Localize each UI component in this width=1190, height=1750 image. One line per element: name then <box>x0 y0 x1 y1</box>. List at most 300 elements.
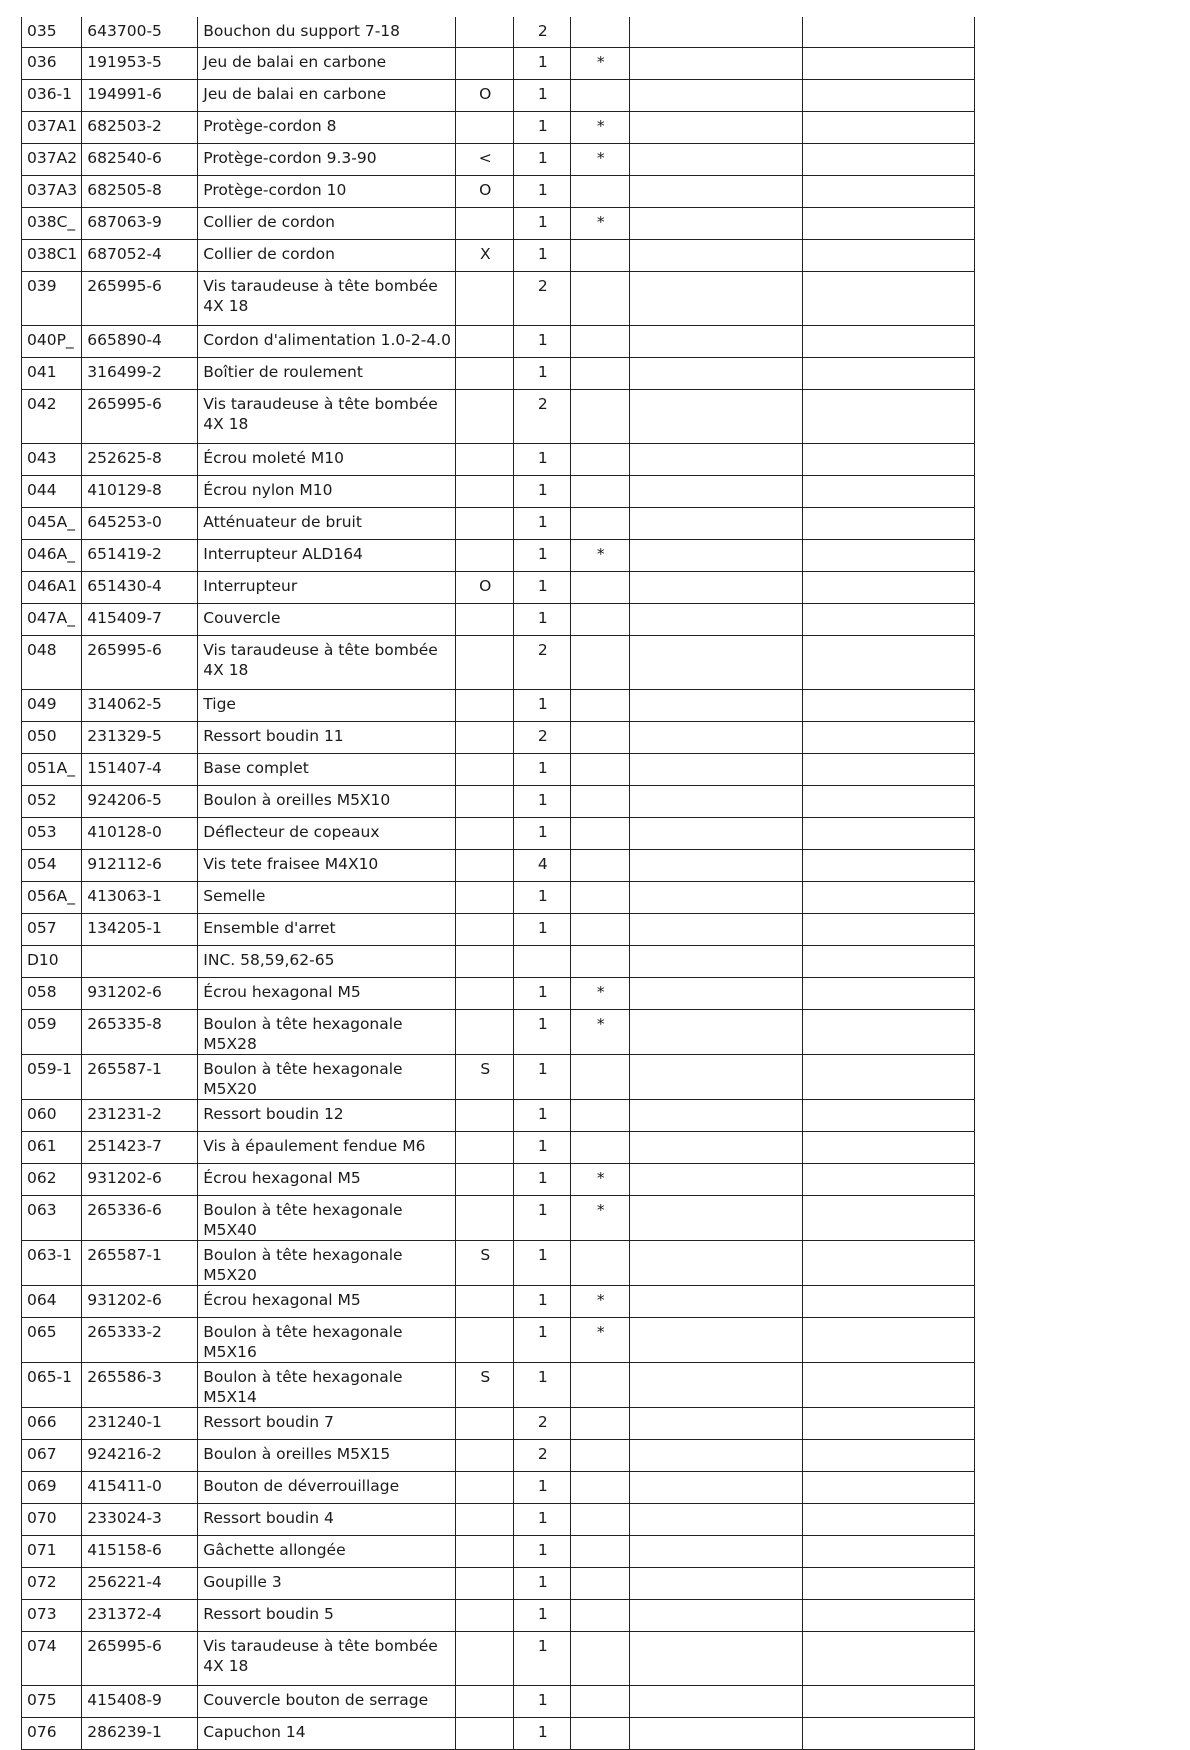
note-cell <box>456 207 514 239</box>
blank-cell <box>803 1099 975 1131</box>
blank-cell <box>803 817 975 849</box>
quantity-cell: 1 <box>514 475 571 507</box>
blank-cell <box>630 1685 803 1717</box>
quantity-cell: 1 <box>514 785 571 817</box>
blank-cell <box>630 817 803 849</box>
blank-cell <box>630 1535 803 1567</box>
item-number-cell: 070 <box>22 1503 82 1535</box>
part-number-cell: 687052-4 <box>82 239 198 271</box>
item-number-cell: 037A2 <box>22 143 82 175</box>
table-row <box>22 1567 975 1599</box>
mark-cell <box>571 79 630 111</box>
blank-cell <box>803 47 975 79</box>
description-cell: Ressort boudin 5 <box>198 1599 456 1631</box>
quantity-cell: 4 <box>514 849 571 881</box>
blank-cell <box>803 111 975 143</box>
note-cell <box>456 1285 514 1317</box>
part-number-cell: 256221-4 <box>82 1567 198 1599</box>
mark-cell <box>571 1717 630 1749</box>
description-cell: Goupille 3 <box>198 1567 456 1599</box>
part-number-cell: 682503-2 <box>82 111 198 143</box>
part-number-cell: 252625-8 <box>82 443 198 475</box>
description-cell: INC. 58,59,62-65 <box>198 945 456 977</box>
quantity-cell: 1 <box>514 1717 571 1749</box>
mark-cell <box>571 1503 630 1535</box>
mark-cell: * <box>571 539 630 571</box>
note-cell: S <box>456 1054 514 1099</box>
part-number-cell: 265587-1 <box>82 1240 198 1285</box>
blank-cell <box>630 785 803 817</box>
description-cell: Écrou moleté M10 <box>198 443 456 475</box>
part-number-cell: 415158-6 <box>82 1535 198 1567</box>
blank-cell <box>803 977 975 1009</box>
table-row <box>22 111 975 143</box>
note-cell <box>456 1717 514 1749</box>
mark-cell <box>571 913 630 945</box>
blank-cell <box>803 143 975 175</box>
part-number-cell: 413063-1 <box>82 881 198 913</box>
mark-cell <box>571 507 630 539</box>
description-cell: Vis tete fraisee M4X10 <box>198 849 456 881</box>
item-number-cell: 063-1 <box>22 1240 82 1285</box>
description-cell: Tige <box>198 689 456 721</box>
item-number-cell: 061 <box>22 1131 82 1163</box>
blank-cell <box>803 571 975 603</box>
note-cell <box>456 785 514 817</box>
mark-cell: * <box>571 143 630 175</box>
description-cell: Écrou hexagonal M5 <box>198 977 456 1009</box>
item-number-cell: 037A1 <box>22 111 82 143</box>
blank-cell <box>803 635 975 689</box>
part-number-cell: 231329-5 <box>82 721 198 753</box>
note-cell <box>456 753 514 785</box>
blank-cell <box>630 389 803 443</box>
description-cell: Jeu de balai en carbone <box>198 47 456 79</box>
blank-cell <box>630 1407 803 1439</box>
mark-cell <box>571 17 630 47</box>
blank-cell <box>630 17 803 47</box>
description-cell: Vis taraudeuse à tête bombée 4X 18 <box>198 389 456 443</box>
blank-cell <box>803 475 975 507</box>
blank-cell <box>630 1163 803 1195</box>
part-number-cell: 231231-2 <box>82 1099 198 1131</box>
note-cell <box>456 1009 514 1054</box>
item-number-cell: D10 <box>22 945 82 977</box>
quantity-cell: 1 <box>514 1685 571 1717</box>
description-cell: Ensemble d'arret <box>198 913 456 945</box>
blank-cell <box>803 539 975 571</box>
blank-cell <box>630 271 803 325</box>
quantity-cell: 1 <box>514 1054 571 1099</box>
blank-cell <box>630 1054 803 1099</box>
blank-cell <box>630 1240 803 1285</box>
quantity-cell: 1 <box>514 1567 571 1599</box>
quantity-cell: 1 <box>514 1240 571 1285</box>
table-row <box>22 849 975 881</box>
table-row <box>22 1195 975 1240</box>
blank-cell <box>630 47 803 79</box>
mark-cell <box>571 689 630 721</box>
item-number-cell: 041 <box>22 357 82 389</box>
note-cell: < <box>456 143 514 175</box>
note-cell <box>456 1195 514 1240</box>
part-number-cell: 265995-6 <box>82 271 198 325</box>
blank-cell <box>803 1503 975 1535</box>
part-number-cell: 645253-0 <box>82 507 198 539</box>
quantity-cell: 1 <box>514 143 571 175</box>
quantity-cell: 2 <box>514 1407 571 1439</box>
item-number-cell: 057 <box>22 913 82 945</box>
table-row <box>22 1131 975 1163</box>
table-row <box>22 271 975 325</box>
description-cell: Interrupteur ALD164 <box>198 539 456 571</box>
blank-cell <box>803 1009 975 1054</box>
part-number-cell: 265995-6 <box>82 635 198 689</box>
part-number-cell: 151407-4 <box>82 753 198 785</box>
quantity-cell: 1 <box>514 539 571 571</box>
note-cell <box>456 47 514 79</box>
description-cell: Boulon à oreilles M5X15 <box>198 1439 456 1471</box>
item-number-cell: 045A_ <box>22 507 82 539</box>
blank-cell <box>630 1317 803 1362</box>
item-number-cell: 056A_ <box>22 881 82 913</box>
item-number-cell: 043 <box>22 443 82 475</box>
part-number-cell: 286239-1 <box>82 1717 198 1749</box>
table-row <box>22 721 975 753</box>
item-number-cell: 038C_ <box>22 207 82 239</box>
blank-cell <box>630 1362 803 1407</box>
table-row <box>22 817 975 849</box>
table-row <box>22 945 975 977</box>
description-cell: Bouton de déverrouillage <box>198 1471 456 1503</box>
blank-cell <box>803 913 975 945</box>
blank-cell <box>630 1285 803 1317</box>
blank-cell <box>803 357 975 389</box>
part-number-cell: 924216-2 <box>82 1439 198 1471</box>
blank-cell <box>803 1407 975 1439</box>
table-row <box>22 175 975 207</box>
note-cell: O <box>456 175 514 207</box>
parts-table-body <box>22 17 975 1749</box>
quantity-cell: 1 <box>514 325 571 357</box>
blank-cell <box>630 1503 803 1535</box>
part-number-cell: 265995-6 <box>82 389 198 443</box>
note-cell <box>456 1317 514 1362</box>
table-row <box>22 1503 975 1535</box>
blank-cell <box>630 143 803 175</box>
table-row <box>22 1317 975 1362</box>
blank-cell <box>803 443 975 475</box>
blank-cell <box>803 1631 975 1685</box>
description-cell: Atténuateur de bruit <box>198 507 456 539</box>
quantity-cell: 2 <box>514 635 571 689</box>
blank-cell <box>803 207 975 239</box>
blank-cell <box>630 603 803 635</box>
blank-cell <box>803 945 975 977</box>
description-cell: Collier de cordon <box>198 207 456 239</box>
item-number-cell: 069 <box>22 1471 82 1503</box>
mark-cell <box>571 753 630 785</box>
description-cell: Capuchon 14 <box>198 1717 456 1749</box>
mark-cell <box>571 1131 630 1163</box>
part-number-cell: 687063-9 <box>82 207 198 239</box>
table-row <box>22 1717 975 1749</box>
part-number-cell: 415408-9 <box>82 1685 198 1717</box>
description-cell: Protège-cordon 9.3-90 <box>198 143 456 175</box>
note-cell <box>456 603 514 635</box>
blank-cell <box>630 571 803 603</box>
mark-cell <box>571 945 630 977</box>
blank-cell <box>630 1195 803 1240</box>
part-number-cell: 665890-4 <box>82 325 198 357</box>
mark-cell <box>571 1631 630 1685</box>
blank-cell <box>630 507 803 539</box>
part-number-cell: 410128-0 <box>82 817 198 849</box>
note-cell <box>456 1163 514 1195</box>
description-cell: Ressort boudin 12 <box>198 1099 456 1131</box>
mark-cell <box>571 1535 630 1567</box>
table-row <box>22 79 975 111</box>
item-number-cell: 063 <box>22 1195 82 1240</box>
blank-cell <box>630 111 803 143</box>
quantity-cell: 1 <box>514 689 571 721</box>
mark-cell <box>571 271 630 325</box>
blank-cell <box>803 1362 975 1407</box>
item-number-cell: 064 <box>22 1285 82 1317</box>
blank-cell <box>630 1631 803 1685</box>
note-cell <box>456 1503 514 1535</box>
part-number-cell <box>82 945 198 977</box>
part-number-cell: 410129-8 <box>82 475 198 507</box>
quantity-cell: 1 <box>514 1285 571 1317</box>
mark-cell: * <box>571 111 630 143</box>
blank-cell <box>630 1471 803 1503</box>
blank-cell <box>630 753 803 785</box>
description-cell: Gâchette allongée <box>198 1535 456 1567</box>
item-number-cell: 054 <box>22 849 82 881</box>
table-row <box>22 1009 975 1054</box>
blank-cell <box>630 635 803 689</box>
note-cell <box>456 881 514 913</box>
blank-cell <box>803 603 975 635</box>
quantity-cell: 1 <box>514 1535 571 1567</box>
quantity-cell: 1 <box>514 357 571 389</box>
mark-cell <box>571 1599 630 1631</box>
description-cell: Boulon à tête hexagonale M5X20 <box>198 1240 456 1285</box>
blank-cell <box>630 1567 803 1599</box>
quantity-cell: 1 <box>514 1131 571 1163</box>
quantity-cell: 1 <box>514 1317 571 1362</box>
blank-cell <box>803 325 975 357</box>
blank-cell <box>803 1567 975 1599</box>
item-number-cell: 074 <box>22 1631 82 1685</box>
item-number-cell: 051A_ <box>22 753 82 785</box>
note-cell: S <box>456 1240 514 1285</box>
mark-cell: * <box>571 977 630 1009</box>
parts-table <box>21 17 975 1750</box>
quantity-cell: 1 <box>514 913 571 945</box>
blank-cell <box>630 1439 803 1471</box>
item-number-cell: 044 <box>22 475 82 507</box>
description-cell: Écrou nylon M10 <box>198 475 456 507</box>
item-number-cell: 072 <box>22 1567 82 1599</box>
note-cell <box>456 1099 514 1131</box>
description-cell: Déflecteur de copeaux <box>198 817 456 849</box>
item-number-cell: 038C1 <box>22 239 82 271</box>
table-row <box>22 1407 975 1439</box>
table-row <box>22 507 975 539</box>
note-cell <box>456 945 514 977</box>
item-number-cell: 071 <box>22 1535 82 1567</box>
part-number-cell: 415409-7 <box>82 603 198 635</box>
quantity-cell: 1 <box>514 175 571 207</box>
blank-cell <box>803 1285 975 1317</box>
note-cell <box>456 817 514 849</box>
quantity-cell: 1 <box>514 817 571 849</box>
part-number-cell: 194991-6 <box>82 79 198 111</box>
note-cell: O <box>456 79 514 111</box>
quantity-cell: 1 <box>514 79 571 111</box>
table-row <box>22 1163 975 1195</box>
table-row <box>22 603 975 635</box>
item-number-cell: 040P_ <box>22 325 82 357</box>
note-cell <box>456 1471 514 1503</box>
quantity-cell: 1 <box>514 1599 571 1631</box>
table-row <box>22 1362 975 1407</box>
blank-cell <box>803 239 975 271</box>
blank-cell <box>803 1535 975 1567</box>
blank-cell <box>803 1599 975 1631</box>
blank-cell <box>803 753 975 785</box>
note-cell <box>456 977 514 1009</box>
blank-cell <box>803 1471 975 1503</box>
note-cell: S <box>456 1362 514 1407</box>
note-cell <box>456 1631 514 1685</box>
mark-cell <box>571 635 630 689</box>
blank-cell <box>630 539 803 571</box>
mark-cell <box>571 1054 630 1099</box>
quantity-cell: 1 <box>514 1503 571 1535</box>
part-number-cell: 415411-0 <box>82 1471 198 1503</box>
mark-cell: * <box>571 1317 630 1362</box>
description-cell: Boulon à tête hexagonale M5X40 <box>198 1195 456 1240</box>
mark-cell <box>571 721 630 753</box>
quantity-cell: 1 <box>514 1163 571 1195</box>
mark-cell <box>571 1439 630 1471</box>
table-row <box>22 785 975 817</box>
part-number-cell: 231372-4 <box>82 1599 198 1631</box>
part-number-cell: 682540-6 <box>82 143 198 175</box>
mark-cell <box>571 239 630 271</box>
description-cell: Interrupteur <box>198 571 456 603</box>
note-cell <box>456 1131 514 1163</box>
part-number-cell: 265995-6 <box>82 1631 198 1685</box>
description-cell: Boulon à tête hexagonale M5X28 <box>198 1009 456 1054</box>
table-row <box>22 977 975 1009</box>
quantity-cell: 1 <box>514 753 571 785</box>
quantity-cell: 2 <box>514 1439 571 1471</box>
item-number-cell: 042 <box>22 389 82 443</box>
part-number-cell: 251423-7 <box>82 1131 198 1163</box>
part-number-cell: 265587-1 <box>82 1054 198 1099</box>
mark-cell: * <box>571 1009 630 1054</box>
blank-cell <box>630 207 803 239</box>
item-number-cell: 073 <box>22 1599 82 1631</box>
note-cell <box>456 1535 514 1567</box>
item-number-cell: 065 <box>22 1317 82 1362</box>
part-number-cell: 931202-6 <box>82 1163 198 1195</box>
table-row <box>22 357 975 389</box>
item-number-cell: 049 <box>22 689 82 721</box>
blank-cell <box>630 443 803 475</box>
quantity-cell: 2 <box>514 271 571 325</box>
item-number-cell: 052 <box>22 785 82 817</box>
mark-cell <box>571 817 630 849</box>
part-number-cell: 265335-8 <box>82 1009 198 1054</box>
item-number-cell: 075 <box>22 1685 82 1717</box>
description-cell: Boulon à oreilles M5X10 <box>198 785 456 817</box>
mark-cell: * <box>571 207 630 239</box>
blank-cell <box>630 1131 803 1163</box>
blank-cell <box>630 849 803 881</box>
blank-cell <box>630 881 803 913</box>
quantity-cell: 2 <box>514 17 571 47</box>
quantity-cell: 1 <box>514 571 571 603</box>
blank-cell <box>630 1599 803 1631</box>
part-number-cell: 931202-6 <box>82 1285 198 1317</box>
quantity-cell <box>514 945 571 977</box>
blank-cell <box>630 1009 803 1054</box>
table-row <box>22 571 975 603</box>
item-number-cell: 050 <box>22 721 82 753</box>
description-cell: Vis taraudeuse à tête bombée 4X 18 <box>198 635 456 689</box>
blank-cell <box>803 689 975 721</box>
description-cell: Ressort boudin 7 <box>198 1407 456 1439</box>
mark-cell <box>571 1362 630 1407</box>
mark-cell <box>571 1407 630 1439</box>
description-cell: Vis taraudeuse à tête bombée 4X 18 <box>198 1631 456 1685</box>
description-cell: Protège-cordon 10 <box>198 175 456 207</box>
note-cell <box>456 443 514 475</box>
mark-cell <box>571 1685 630 1717</box>
part-number-cell: 265336-6 <box>82 1195 198 1240</box>
item-number-cell: 065-1 <box>22 1362 82 1407</box>
blank-cell <box>630 475 803 507</box>
description-cell: Jeu de balai en carbone <box>198 79 456 111</box>
part-number-cell: 931202-6 <box>82 977 198 1009</box>
mark-cell <box>571 325 630 357</box>
part-number-cell: 912112-6 <box>82 849 198 881</box>
quantity-cell: 1 <box>514 603 571 635</box>
part-number-cell: 265333-2 <box>82 1317 198 1362</box>
item-number-cell: 046A_ <box>22 539 82 571</box>
blank-cell <box>803 507 975 539</box>
mark-cell <box>571 475 630 507</box>
item-number-cell: 048 <box>22 635 82 689</box>
quantity-cell: 1 <box>514 1471 571 1503</box>
quantity-cell: 1 <box>514 207 571 239</box>
table-row <box>22 207 975 239</box>
mark-cell <box>571 571 630 603</box>
table-row <box>22 239 975 271</box>
blank-cell <box>803 1163 975 1195</box>
table-row <box>22 635 975 689</box>
item-number-cell: 059 <box>22 1009 82 1054</box>
note-cell <box>456 111 514 143</box>
part-number-cell: 643700-5 <box>82 17 198 47</box>
mark-cell <box>571 443 630 475</box>
note-cell: X <box>456 239 514 271</box>
